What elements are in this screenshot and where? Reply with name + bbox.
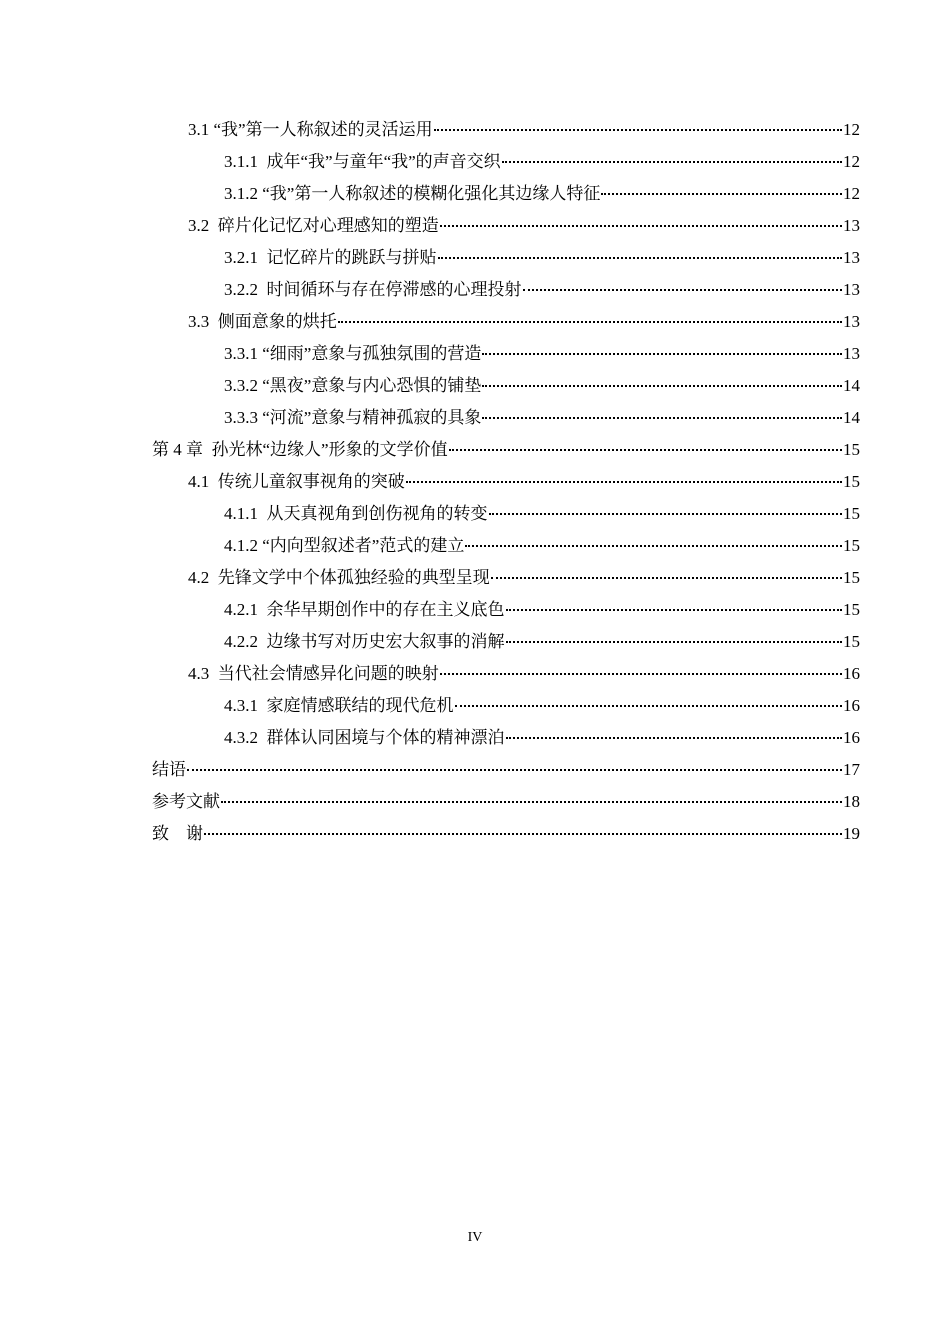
toc-entry-title: 结语 (152, 760, 186, 779)
toc-entry[interactable] (152, 466, 860, 498)
toc-entry-title: 3.2.1 记忆碎片的跳跃与拼贴 (224, 248, 437, 267)
toc-entry-page: 12 (843, 152, 860, 171)
toc-dot-leader (204, 833, 842, 835)
toc-entry[interactable] (152, 690, 860, 722)
toc-entry-page: 12 (843, 120, 860, 139)
toc-dot-leader (491, 577, 842, 579)
toc-entry-title: 3.1.1 成年“我”与童年“我”的声音交织 (224, 152, 501, 171)
toc-entry-page: 16 (843, 696, 860, 715)
toc-entry-title: 4.1.1 从天真视角到创伤视角的转变 (224, 504, 488, 523)
toc-entry-page: 15 (843, 600, 860, 619)
toc-entry-page: 15 (843, 472, 860, 491)
toc-dot-leader (406, 481, 842, 483)
toc-entry-title: 4.3 当代社会情感异化问题的映射 (188, 664, 439, 683)
toc-entry-page: 18 (843, 792, 860, 811)
toc-entry-page: 16 (843, 728, 860, 747)
toc-entry-title: 3.3.1 “细雨”意象与孤独氛围的营造 (224, 344, 482, 363)
page-number: IV (467, 1230, 483, 1245)
toc-entry-page: 13 (843, 248, 860, 267)
toc-entry[interactable] (152, 626, 860, 658)
toc-entry-page: 13 (843, 216, 860, 235)
table-of-contents (152, 114, 860, 850)
toc-dot-leader (440, 673, 842, 675)
toc-entry-page: 14 (843, 376, 860, 395)
toc-dot-leader (502, 161, 842, 163)
toc-entry[interactable] (152, 338, 860, 370)
toc-dot-leader (449, 449, 842, 451)
toc-entry[interactable] (152, 114, 860, 146)
toc-entry[interactable] (152, 434, 860, 466)
toc-dot-leader (440, 225, 842, 227)
toc-dot-leader (455, 705, 843, 707)
toc-dot-leader (506, 737, 843, 739)
toc-entry[interactable] (152, 178, 860, 210)
toc-entry[interactable] (152, 818, 860, 850)
toc-entry[interactable] (152, 722, 860, 754)
toc-entry-page: 15 (843, 632, 860, 651)
toc-entry-page: 12 (843, 184, 860, 203)
toc-entry-title: 3.1.2 “我”第一人称叙述的模糊化强化其边缘人特征 (224, 184, 601, 203)
toc-dot-leader (482, 353, 842, 355)
toc-entry-title: 3.3 侧面意象的烘托 (188, 312, 337, 331)
toc-entry-page: 13 (843, 344, 860, 363)
toc-entry-title: 4.3.1 家庭情感联结的现代危机 (224, 696, 454, 715)
toc-dot-leader (506, 609, 843, 611)
toc-entry-page: 13 (843, 280, 860, 299)
toc-entry-title: 4.2.2 边缘书写对历史宏大叙事的消解 (224, 632, 505, 651)
toc-entry-title: 4.1 传统儿童叙事视角的突破 (188, 472, 405, 491)
toc-entry[interactable] (152, 210, 860, 242)
toc-dot-leader (434, 129, 842, 131)
toc-entry-page: 19 (843, 824, 860, 843)
toc-dot-leader (489, 513, 843, 515)
toc-dot-leader (523, 289, 843, 291)
toc-entry[interactable] (152, 594, 860, 626)
toc-entry[interactable] (152, 242, 860, 274)
toc-entry-page: 16 (843, 664, 860, 683)
toc-dot-leader (601, 193, 842, 195)
toc-entry-title: 参考文献 (152, 792, 220, 811)
toc-dot-leader (465, 545, 842, 547)
toc-entry[interactable] (152, 402, 860, 434)
toc-entry-page: 17 (843, 760, 860, 779)
toc-entry-title: 致 谢 (152, 824, 203, 843)
toc-entry[interactable] (152, 562, 860, 594)
toc-entry-page: 15 (843, 536, 860, 555)
toc-entry[interactable] (152, 146, 860, 178)
toc-entry-title: 3.2.2 时间循环与存在停滞感的心理投射 (224, 280, 522, 299)
toc-dot-leader (438, 257, 843, 259)
toc-entry-page: 13 (843, 312, 860, 331)
toc-entry-title: 4.1.2 “内向型叙述者”范式的建立 (224, 536, 465, 555)
toc-entry[interactable] (152, 370, 860, 402)
toc-dot-leader (187, 769, 842, 771)
toc-entry[interactable] (152, 786, 860, 818)
toc-entry-title: 3.3.2 “黑夜”意象与内心恐惧的铺垫 (224, 376, 482, 395)
toc-dot-leader (506, 641, 843, 643)
toc-dot-leader (338, 321, 842, 323)
toc-entry[interactable] (152, 530, 860, 562)
toc-entry-page: 15 (843, 568, 860, 587)
toc-entry-title: 3.2 碎片化记忆对心理感知的塑造 (188, 216, 439, 235)
toc-entry-title: 4.2 先锋文学中个体孤独经验的典型呈现 (188, 568, 490, 587)
toc-entry-page: 15 (843, 440, 860, 459)
toc-dot-leader (221, 801, 842, 803)
toc-entry[interactable] (152, 274, 860, 306)
toc-entry[interactable] (152, 658, 860, 690)
toc-entry[interactable] (152, 498, 860, 530)
toc-entry[interactable] (152, 754, 860, 786)
toc-entry-title: 3.1 “我”第一人称叙述的灵活运用 (188, 120, 433, 139)
toc-dot-leader (482, 385, 842, 387)
toc-entry[interactable] (152, 306, 860, 338)
toc-entry-page: 15 (843, 504, 860, 523)
toc-entry-page: 14 (843, 408, 860, 427)
toc-entry-title: 4.2.1 余华早期创作中的存在主义底色 (224, 600, 505, 619)
toc-dot-leader (482, 417, 842, 419)
toc-entry-title: 4.3.2 群体认同困境与个体的精神漂泊 (224, 728, 505, 747)
toc-entry-title: 3.3.3 “河流”意象与精神孤寂的具象 (224, 408, 482, 427)
toc-entry-title: 第 4 章 孙光林“边缘人”形象的文学价值 (152, 440, 448, 459)
